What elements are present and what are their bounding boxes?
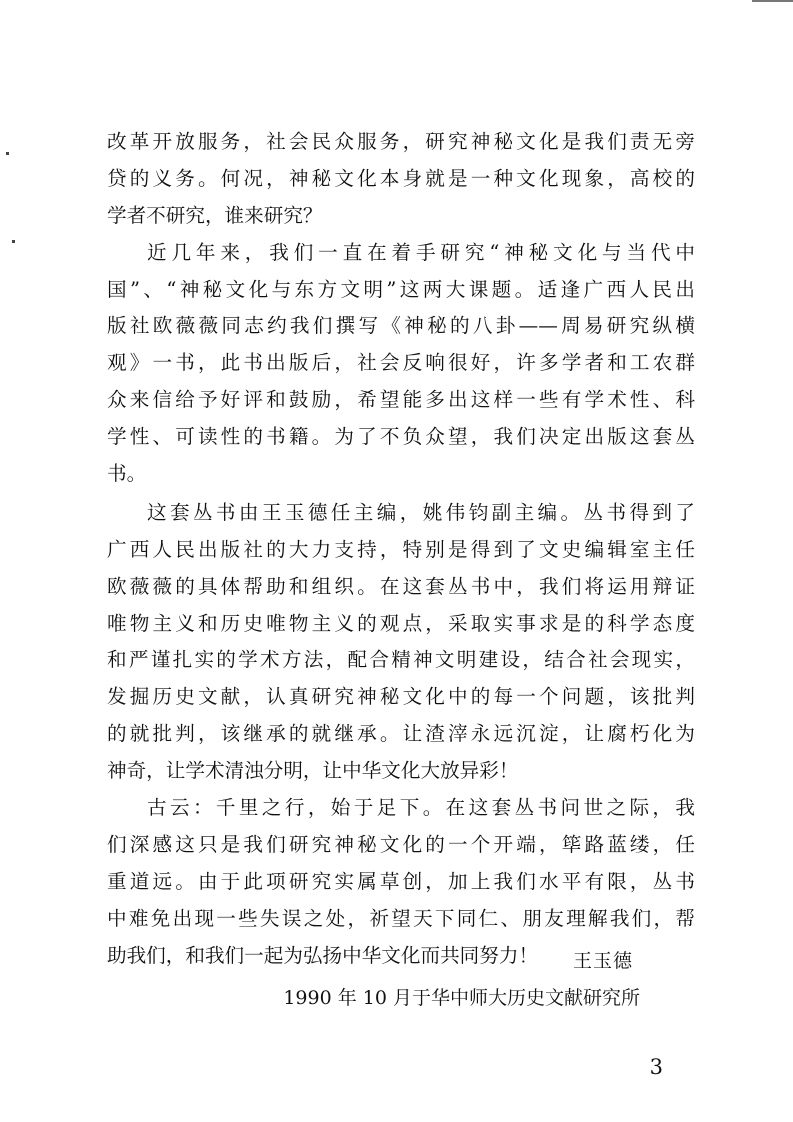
text-line: 广西人民出版社的大力支持，特别是得到了文史编辑室主任 (107, 537, 695, 561)
text-line: 观》一书，此书出版后，社会反响很好，许多学者和工农群 (107, 351, 695, 375)
body-text (107, 124, 695, 974)
text-line: 神奇，让学术清浊分明，让中华文化大放异彩！ (107, 759, 519, 783)
text-line: 发掘历史文献，认真研究神秘文化中的每一个问题，该批判 (107, 685, 695, 709)
text-line: 中难免出现一些失误之处，祈望天下同仁、朋友理解我们，帮 (107, 906, 695, 930)
text-line: 唯物主义和历史唯物主义的观点，采取实事求是的科学态度 (107, 611, 695, 635)
text-line: 和严谨扎实的学术方法，配合精神文明建设，结合社会现实， (107, 648, 695, 672)
text-line: 书。 (107, 462, 147, 486)
text-line: 欧薇薇的具体帮助和组织。在这套丛书中，我们将运用辩证 (107, 574, 695, 598)
page-number: 3 (649, 1055, 663, 1079)
text-line: 学性、可读性的书籍。为了不负众望，我们决定出版这套丛 (107, 425, 695, 449)
text-line: 贷的义务。何况，神秘文化本身就是一种文化现象，高校的 (107, 166, 695, 190)
text-line: 古云：千里之行，始于足下。在这套丛书问世之际，我 (147, 796, 695, 820)
text-line: 众来信给予好评和鼓励，希望能多出这样一些有学术性、科 (107, 388, 695, 412)
text-line: 改革开放服务，社会民众服务，研究神秘文化是我们责无旁 (107, 130, 695, 153)
paragraph-1 (107, 124, 695, 235)
text-line: 学者不研究，谁来研究？ (107, 203, 323, 227)
text-line: 这套丛书由王玉德任主编，姚伟钧副主编。丛书得到了 (147, 500, 695, 524)
scan-edge-mark (752, 0, 793, 2)
text-line: 们深感这只是我们研究神秘文化的一个开端，筚路蓝缕，任 (107, 832, 695, 856)
text-line: 助我们，和我们一起为弘扬中华文化而共同努力！ (107, 943, 539, 967)
paragraph-3 (107, 495, 695, 790)
scan-edge-mark (12, 240, 15, 243)
text-line: 重道远。由于此项研究实属草创，加上我们水平有限，丛书 (107, 869, 695, 893)
scan-edge-mark (6, 152, 9, 155)
dateline: 1990 年 10 月于华中师大历史文献研究所 (283, 987, 640, 1009)
text-line: 近几年来，我们一直在着手研究“神秘文化与当代中 (147, 240, 695, 264)
text-line: 的就批判，该继承的就继承。让渣滓永远沉淀，让腐朽化为 (107, 722, 695, 746)
text-line: 国”、“神秘文化与东方文明”这两大课题。适逢广西人民出 (107, 277, 695, 301)
text-line: 版社欧薇薇同志约我们撰写《神秘的八卦——周易研究纵横 (107, 314, 695, 338)
paragraph-2 (107, 235, 695, 493)
author-signature: 王玉德 (572, 950, 633, 972)
